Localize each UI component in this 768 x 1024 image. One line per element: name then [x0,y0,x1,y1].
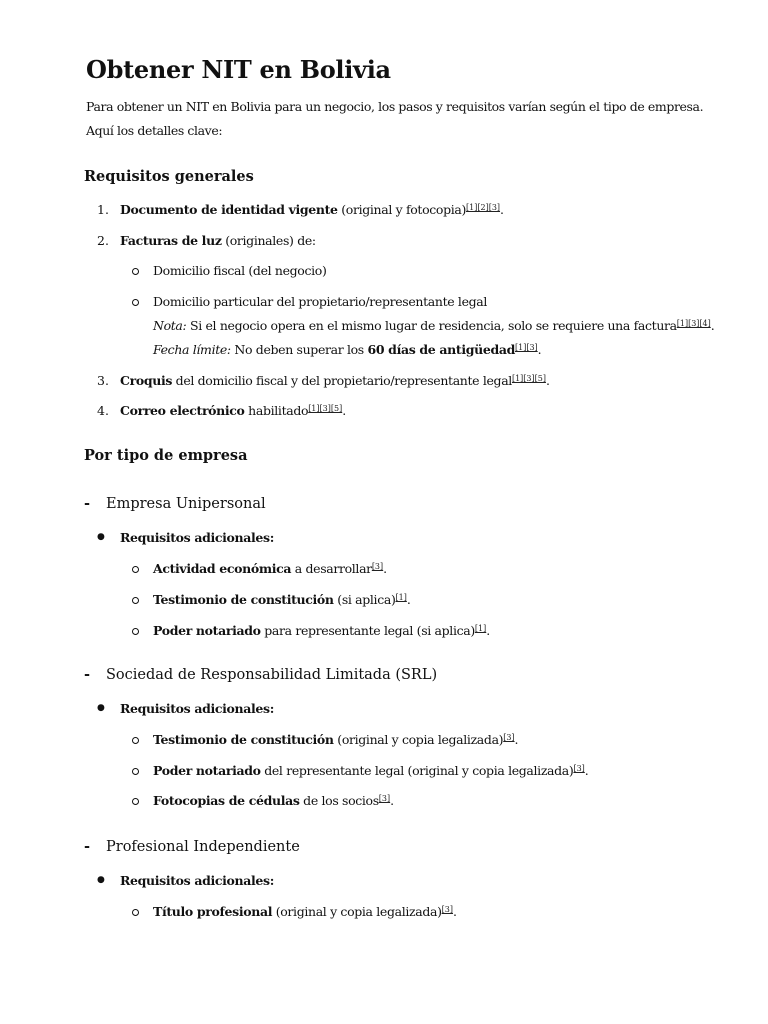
item-bold: Testimonio de constitución [153,732,334,747]
item-text: del domicilio fiscal y del propietario/representante legal [172,373,512,388]
citation-link[interactable]: [1][2][3] [466,203,501,212]
intro-line-2: Aquí los detalles clave: [86,123,223,138]
note-line [153,318,714,333]
circle-bullet-icon [132,268,139,275]
circle-bullet-icon [132,299,139,306]
additional-label-text: Requisitos adicionales: [120,701,274,716]
sub-item [153,732,518,747]
additional-label-text: Requisitos adicionales: [120,530,274,545]
subsection-heading-profesional [84,838,300,855]
note-text: Si el negocio opera en el mismo lugar de residencia, solo se requiere una factura [186,318,677,333]
list-item [120,373,550,388]
subsection-heading-srl [84,666,437,683]
circle-bullet-icon [132,798,139,805]
citation-link[interactable]: [1][3][5] [511,374,546,383]
item-text: (si aplica) [333,592,396,607]
item-tail: . [486,623,490,638]
list-number: 3. [97,373,109,388]
item-bold: Croquis [120,373,173,388]
section-heading-by-type: Por tipo de empresa [84,447,248,464]
citation-link[interactable]: [1][3] [514,343,538,352]
intro-line-1: Para obtener un NIT en Bolivia para un negocio, los pasos y requisitos varían según el tipo de empresa. [86,99,704,114]
sub-item [153,561,387,576]
item-text: (original y copia legalizada) [272,904,442,919]
citation-link[interactable]: [1] [395,593,407,602]
item-bold: Facturas de luz [120,233,222,248]
circle-bullet-icon [132,737,139,744]
item-tail: . [545,373,550,388]
item-bold: Documento de identidad vigente [120,202,338,217]
deadline-line [153,342,541,357]
item-text: (original y fotocopia) [337,202,467,217]
item-tail: . [342,403,346,418]
citation-link[interactable]: [3] [573,764,585,773]
item-tail: . [452,904,457,919]
circle-bullet-icon [132,768,139,775]
sub-item [153,793,394,808]
page-title: Obtener NIT en Bolivia [86,55,391,84]
sub-item: Domicilio particular del propietario/representante legal [153,294,488,309]
subsection-title: Sociedad de Responsabilidad Limitada (SRL) [106,667,438,683]
circle-bullet-icon [132,597,139,604]
sub-item [153,592,410,607]
note-tail: . [710,318,715,333]
item-bold: Testimonio de constitución [153,592,334,607]
item-text: para representante legal (si aplica) [260,623,475,638]
circle-bullet-icon [132,909,139,916]
item-tail: . [514,732,519,747]
item-bold: Correo electrónico [120,403,245,418]
item-bold: Título profesional [153,904,273,919]
additional-label [120,873,274,888]
circle-bullet-icon [132,628,139,635]
citation-link[interactable]: [1] [474,624,487,633]
subsection-heading-unipersonal [84,495,266,512]
circle-bullet-icon [132,566,139,573]
sub-item: Domicilio fiscal (del negocio) [153,263,327,278]
sub-item [153,763,588,778]
item-text: (originales) de: [221,233,316,248]
citation-link[interactable]: [3] [441,905,453,914]
deadline-bold: 60 días de antigüedad [367,342,515,357]
bullet-icon: ● [97,703,105,713]
item-tail: . [406,592,411,607]
additional-label [120,701,274,716]
section-heading-general: Requisitos generales [84,168,254,185]
item-tail: . [500,202,504,217]
item-text: (original y copia legalizada) [333,732,504,747]
additional-label-text: Requisitos adicionales: [120,873,274,888]
item-text: de los socios [299,793,379,808]
item-text: a desarrollar [291,561,372,576]
item-bold: Actividad económica [153,561,292,576]
item-tail: . [383,561,387,576]
item-bold: Poder notariado [153,623,261,638]
sub-item [153,904,457,919]
list-number: 4. [97,403,109,418]
citation-link[interactable]: [3] [371,562,384,571]
subsection-title: Profesional Independiente [106,839,300,855]
dash-marker: - [84,838,91,855]
note-label: Nota: [153,318,187,333]
item-tail: . [584,763,589,778]
deadline-label: Fecha límite: [153,342,231,357]
citation-link[interactable]: [3] [503,733,515,742]
sub-item [153,623,490,638]
subsection-title: Empresa Unipersonal [106,496,266,512]
list-item [120,202,504,217]
list-item [120,233,316,248]
item-text: habilitado [244,403,309,418]
citation-link[interactable]: [1][3][4] [676,319,711,328]
additional-label [120,530,274,545]
deadline-tail: . [537,342,542,357]
list-item [120,403,346,418]
deadline-text: No deben superar los [230,342,368,357]
bullet-icon: ● [97,875,105,885]
bullet-icon: ● [97,532,105,542]
item-text: del representante legal (original y copia legalizada) [260,763,574,778]
list-number: 2. [97,233,109,248]
list-number: 1. [97,202,109,217]
dash-marker: - [84,666,91,683]
item-tail: . [390,793,394,808]
dash-marker: - [84,495,91,512]
citation-link[interactable]: [1][3][5] [308,404,343,413]
item-bold: Poder notariado [153,763,261,778]
citation-link[interactable]: [3] [378,794,391,803]
item-bold: Fotocopias de cédulas [153,793,300,808]
